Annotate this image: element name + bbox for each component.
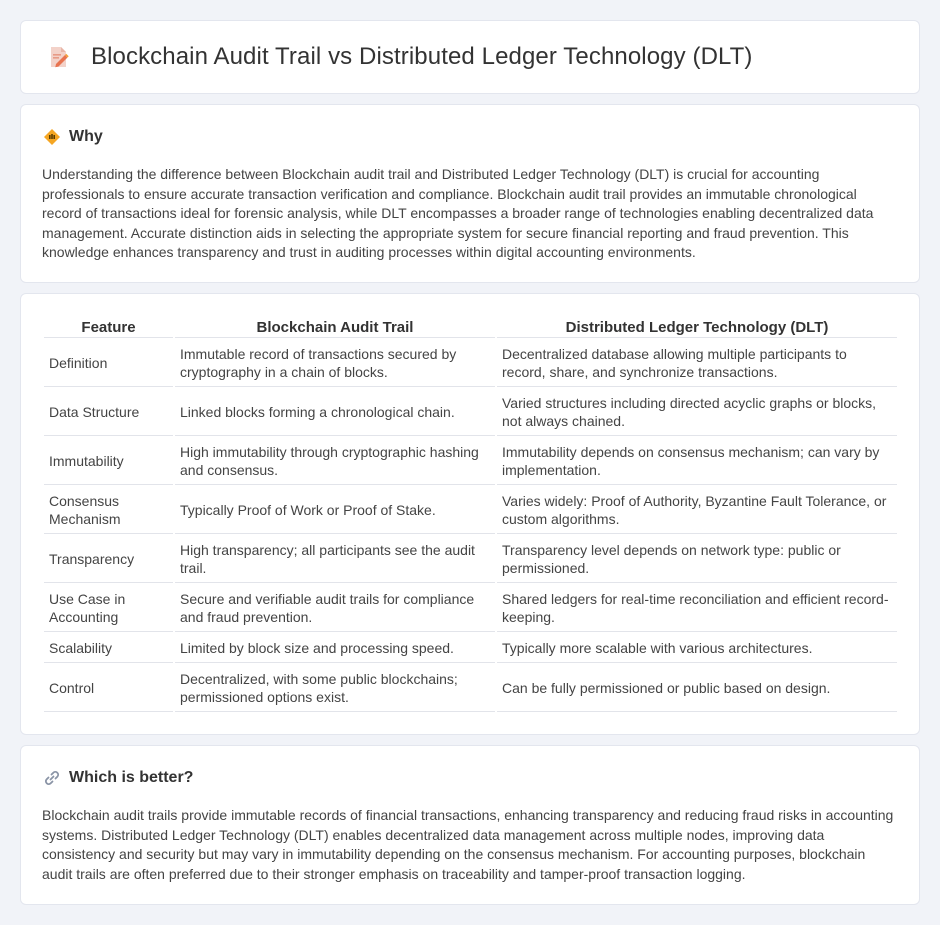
why-text: Understanding the difference between Blockchain audit trail and Distributed Ledger Technology (DLT) is crucial for accounting professionals to ensure accurate transaction verification and compliance. Blockchain audit trail provides an immutable chronological record of transactions ideal for forensic analysis, while DLT encompasses a broader range of technologies enabling decentralized data management. Accurate distinction aids in selecting the appropriate system for secure financial reporting and fraud prevention. This knowledge enhances transparency and trust in auditing processes within digital accounting environments. xyxy=(42,166,874,260)
which-is-better-text: Blockchain audit trails provide immutable records of financial transactions, enhancing transparency and reducing fraud risks in accounting systems. Distributed Ledger Technology (DLT) enables decentralized data management across multiple nodes, improving data consistency and security but may vary in immutability depending on the consensus mechanism. For accounting purposes, blockchain audit trails are often preferred due to their stronger emphasis on traceability and tamper-proof transaction logging. xyxy=(42,807,894,882)
blockchain-cell: High immutability through cryptographic hashing and consensus. xyxy=(175,438,495,485)
title-card xyxy=(20,20,920,94)
dlt-cell: Typically more scalable with various architectures. xyxy=(497,634,897,663)
table-row xyxy=(44,634,897,663)
table-row xyxy=(44,389,897,436)
which-is-better-heading: Which is better? xyxy=(69,769,194,786)
column-header-dlt: Distributed Ledger Technology (DLT) xyxy=(497,317,897,338)
feature-cell: Control xyxy=(44,665,173,712)
feature-cell: Transparency xyxy=(44,536,173,583)
feature-cell: Consensus Mechanism xyxy=(44,487,173,534)
column-header-blockchain-audit-trail: Blockchain Audit Trail xyxy=(175,317,495,338)
blockchain-cell: Decentralized, with some public blockchains; permissioned options exist. xyxy=(175,665,495,712)
feature-cell: Use Case in Accounting xyxy=(44,585,173,632)
blockchain-cell: High transparency; all participants see the audit trail. xyxy=(175,536,495,583)
table-row xyxy=(44,536,897,583)
feature-cell: Data Structure xyxy=(44,389,173,436)
table-row xyxy=(44,585,897,632)
dlt-cell: Decentralized database allowing multiple participants to record, share, and synchronize transactions. xyxy=(497,340,897,387)
column-header-feature: Feature xyxy=(44,317,173,338)
blockchain-cell: Immutable record of transactions secured by cryptography in a chain of blocks. xyxy=(175,340,495,387)
comparison-table xyxy=(42,315,899,714)
dlt-cell: Shared ledgers for real-time reconciliation and efficient record-keeping. xyxy=(497,585,897,632)
document-pencil-icon xyxy=(47,45,71,69)
page-title: Blockchain Audit Trail vs Distributed Ledger Technology (DLT) xyxy=(91,43,753,70)
feature-cell: Scalability xyxy=(44,634,173,663)
dlt-cell: Varies widely: Proof of Authority, Byzantine Fault Tolerance, or custom algorithms. xyxy=(497,487,897,534)
dlt-cell: Varied structures including directed acyclic graphs or blocks, not always chained. xyxy=(497,389,897,436)
why-section xyxy=(20,104,920,283)
which-is-better-section xyxy=(20,745,920,905)
dlt-cell: Immutability depends on consensus mechanism; can vary by implementation. xyxy=(497,438,897,485)
feature-cell: Immutability xyxy=(44,438,173,485)
blockchain-cell: Typically Proof of Work or Proof of Stake. xyxy=(175,487,495,534)
feature-cell: Definition xyxy=(44,340,173,387)
link-icon xyxy=(43,769,61,787)
table-row xyxy=(44,438,897,485)
why-heading: Why xyxy=(69,128,103,145)
dlt-cell: Transparency level depends on network type: public or permissioned. xyxy=(497,536,897,583)
diamond-sign-icon xyxy=(43,128,61,146)
dlt-cell: Can be fully permissioned or public based on design. xyxy=(497,665,897,712)
table-row xyxy=(44,665,897,712)
table-header-row xyxy=(44,317,897,338)
blockchain-cell: Limited by block size and processing speed. xyxy=(175,634,495,663)
blockchain-cell: Secure and verifiable audit trails for compliance and fraud prevention. xyxy=(175,585,495,632)
table-row xyxy=(44,340,897,387)
blockchain-cell: Linked blocks forming a chronological chain. xyxy=(175,389,495,436)
comparison-table-card xyxy=(20,293,920,735)
table-row xyxy=(44,487,897,534)
